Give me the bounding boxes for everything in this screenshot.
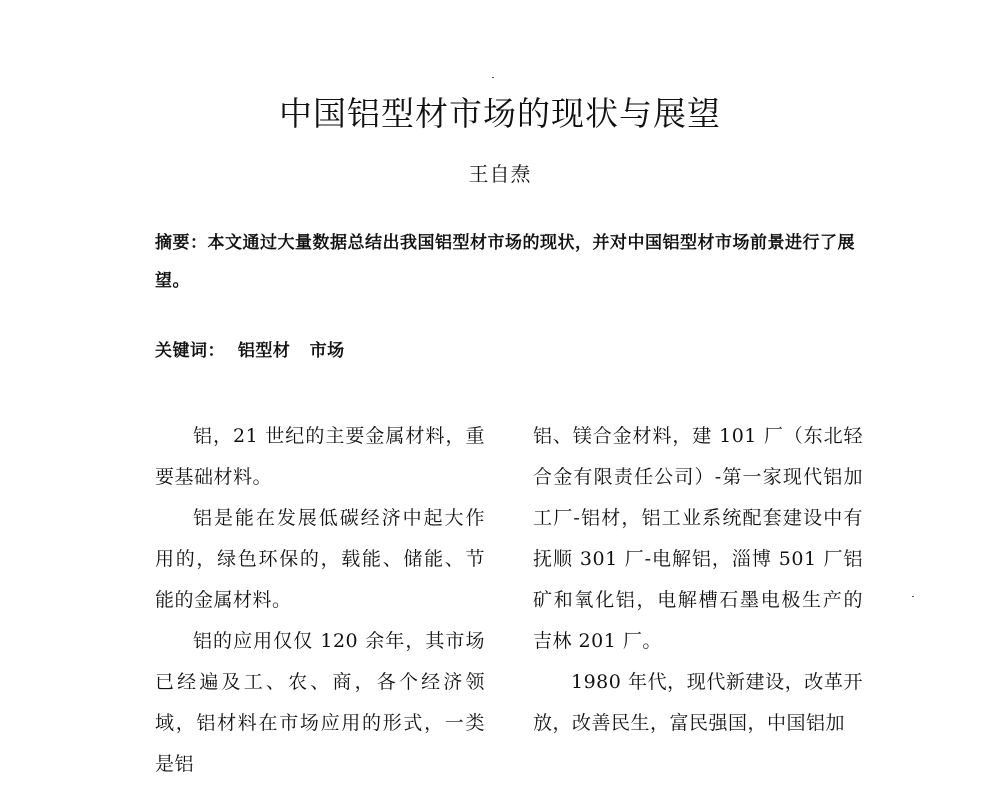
paragraph: 铝、镁合金材料，建 101 厂（东北轻合金有限责任公司）-第一家现代铝加工厂-铝材，铝工业系统配套建设中有抚顺 301 厂-电解铝，淄博 501 厂铝矿和氧化铝，电解槽石墨电极生产的吉林 201 厂。 bbox=[533, 425, 863, 652]
paragraph: 铝，21 世纪的主要金属材料，重要基础材料。 bbox=[155, 425, 485, 488]
keyword-item: 铝型材 bbox=[237, 341, 291, 361]
abstract-text: 本文通过大量数据总结出我国铝型材市场的现状，并对中国铝型材市场前景进行了展望。 bbox=[155, 233, 855, 291]
paragraph: 1980 年代，现代新建设，改革开放，改善民生，富民强国，中国铝加 bbox=[533, 671, 863, 734]
body-left-column bbox=[155, 416, 485, 785]
keyword-item: 市场 bbox=[309, 341, 345, 361]
keywords bbox=[155, 336, 860, 366]
paragraph: 铝的应用仅仅 120 余年，其市场已经遍及工、农、商，各个经济领域，铝材料在市场应用的形式，一类是铝 bbox=[155, 630, 485, 775]
author-name: 王自焘 bbox=[468, 162, 532, 186]
body-right-column bbox=[533, 416, 863, 744]
scan-speck bbox=[912, 596, 914, 597]
keywords-label: 关键词： bbox=[155, 341, 225, 361]
paper-title: 中国铝型材市场的现状与展望 bbox=[279, 94, 721, 133]
paragraph: 铝是能在发展低碳经济中起大作用的，绿色环保的，载能、储能、节能的金属材料。 bbox=[155, 507, 485, 611]
abstract-label: 摘要： bbox=[155, 233, 208, 253]
abstract bbox=[155, 224, 860, 300]
scan-speck bbox=[492, 77, 494, 78]
